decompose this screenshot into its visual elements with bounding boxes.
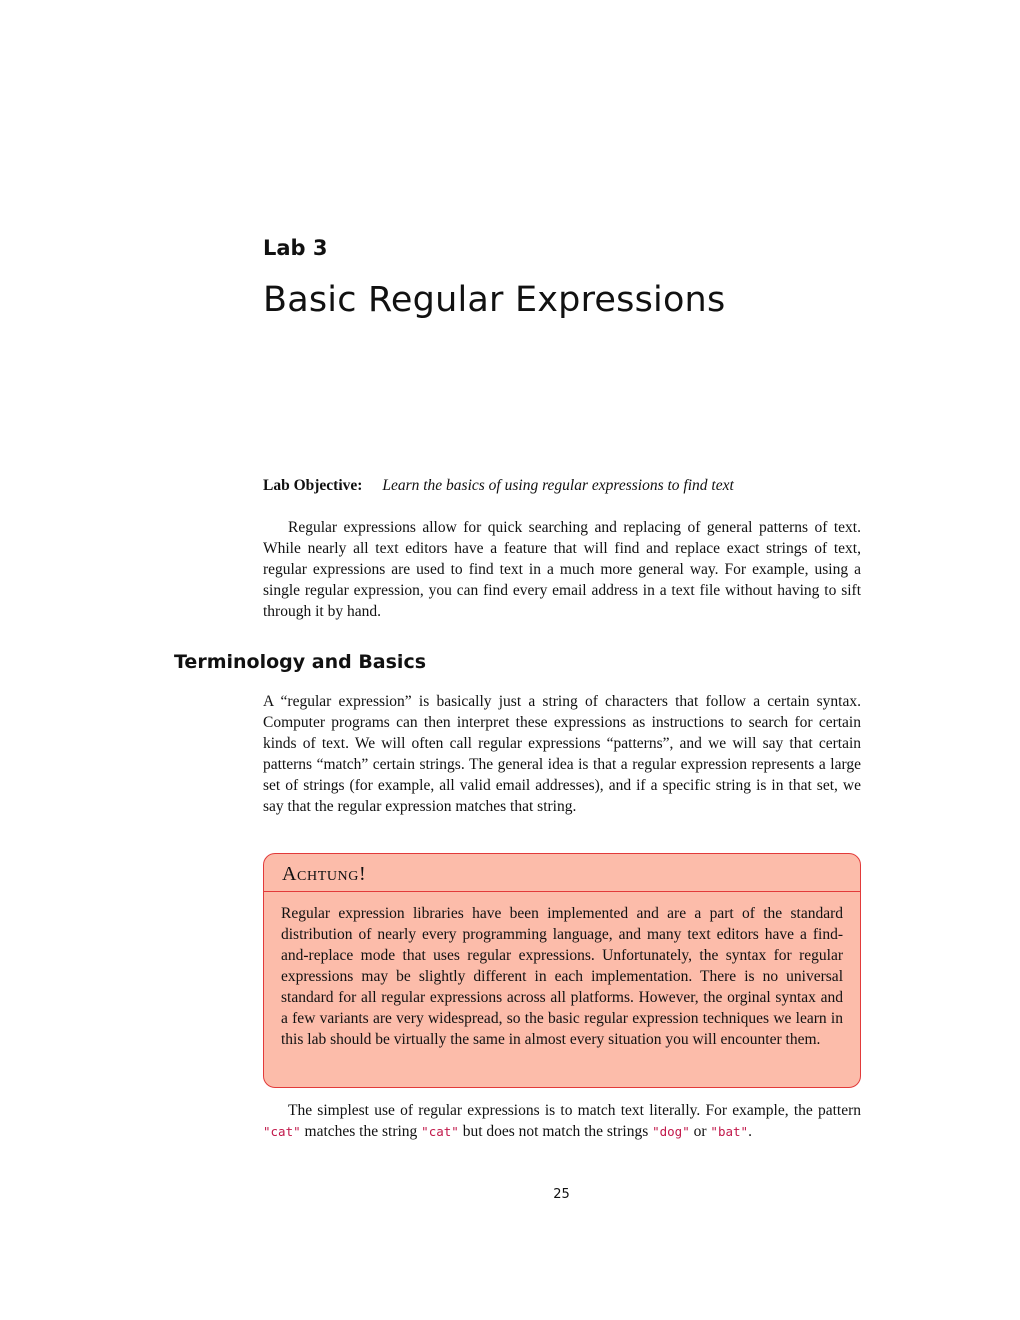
section-paragraph: A “regular expression” is basically just a string of characters that follow a certain syntax. Computer programs can then interpret these expressions as instructions to search for certain kinds of text. We will often call regular expressions “patterns”, and we will say that certain patterns “match” certain strings. The general idea is that a regular expression represents a large set of strings (for example, all valid email addresses), and if a specific string is in that set, we say that the regular expression matches that string.: [263, 693, 861, 815]
objective-label: Lab Objective:: [263, 477, 363, 494]
section-heading: Terminology and Basics: [174, 651, 427, 673]
text-fragment: matches the string: [300, 1123, 422, 1140]
literal-match-paragraph: [263, 1100, 861, 1142]
warning-body: Regular expression libraries have been implemented and are a part of the standard distribution of nearly every programming language, and many text editors have a find-and-replace mode that uses regular expressions. Unfortunately, the syntax for regular expressions may be slightly different in each implementation. There is no universal standard for all regular expressions across all platforms. However, the orginal syntax and a few variants are very widespread, so the basic regular expression techniques we learn in this lab should be virtually the same in almost every situation you will encounter them.: [281, 905, 843, 1048]
text-fragment: but does not match the strings: [458, 1123, 653, 1140]
warning-title: Achtung!: [264, 854, 860, 892]
code-literal: "cat": [263, 1124, 301, 1139]
chapter-label: Lab 3: [263, 236, 328, 260]
text-fragment: or: [689, 1123, 711, 1140]
intro-paragraph: Regular expressions allow for quick searching and replacing of general patterns of text. While nearly all text editors have a feature that will find and replace exact strings of text, regular expressions are used to find text in a much more general way. For example, using a single regular expression, you can find every email address in a text file without having to sift through it by hand.: [263, 519, 861, 620]
lab-objective: [263, 477, 734, 495]
code-literal: "cat": [421, 1124, 459, 1139]
warning-box: [263, 853, 861, 1088]
text-fragment: .: [748, 1123, 752, 1140]
code-literal: "dog": [652, 1124, 690, 1139]
page-number: 25: [553, 1187, 570, 1202]
chapter-title: Basic Regular Expressions: [263, 280, 726, 320]
code-literal: "bat": [710, 1124, 749, 1139]
objective-text: Learn the basics of using regular expressions to find text: [382, 477, 734, 494]
text-fragment: The simplest use of regular expressions is to match text literally. For example, the pattern: [288, 1102, 861, 1119]
